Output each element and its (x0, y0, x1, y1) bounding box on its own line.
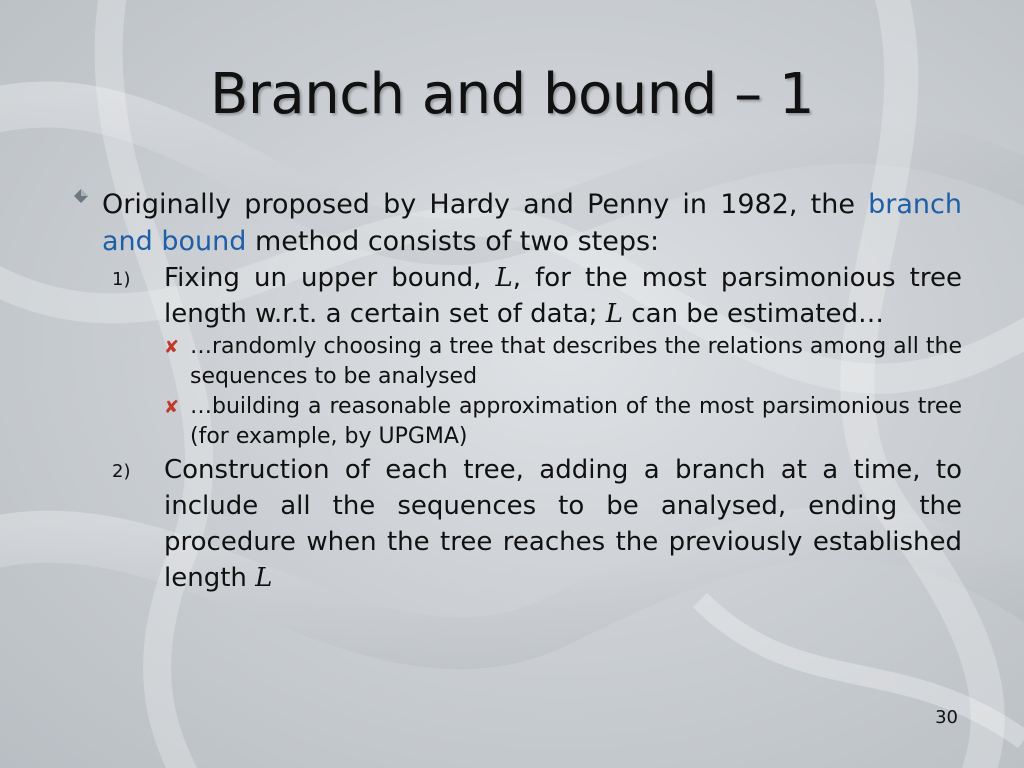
step-text: Construction of each tree, adding a branch at a time, to include all the sequences to be analysed, ending the procedure when the tree reaches the previously established length (164, 455, 962, 593)
substep-text: …building a reasonable approximation of the most parsimonious tree (for example, by UPGMA) (190, 394, 962, 449)
page-number: 30 (935, 707, 958, 728)
intro-bullet (72, 186, 962, 260)
step-number: 2) (112, 461, 131, 482)
substep-text: …randomly choosing a tree that describes the relations among all the sequences to be analysed (190, 334, 962, 389)
x-mark-icon: ✘ (164, 397, 180, 418)
slide-body (72, 186, 962, 596)
substep-item (164, 332, 962, 392)
intro-text-suffix: method consists of two steps: (246, 226, 660, 257)
variable-l: L (605, 299, 624, 329)
steps-list (72, 260, 962, 596)
intro-highlight: branch and bound (102, 189, 962, 257)
variable-l: L (495, 263, 513, 293)
diamond-bullet-icon (74, 189, 88, 203)
step-number: 1) (112, 269, 131, 290)
x-mark-icon: ✘ (164, 337, 180, 358)
step-text: can be estimated… (623, 299, 884, 329)
variable-l: L (255, 563, 273, 593)
step-text: Fixing un upper bound, (164, 263, 496, 293)
step-item (72, 260, 962, 452)
step-item (72, 452, 962, 596)
step-text: , for the most parsimonious tree length w.r.t. a certain set of data; (164, 263, 962, 329)
substeps-list (164, 332, 962, 452)
slide-title: Branch and bound – 1 (209, 62, 815, 127)
substep-item (164, 392, 962, 452)
intro-text-prefix: Originally proposed by Hardy and Penny in 1982, the (102, 189, 869, 220)
